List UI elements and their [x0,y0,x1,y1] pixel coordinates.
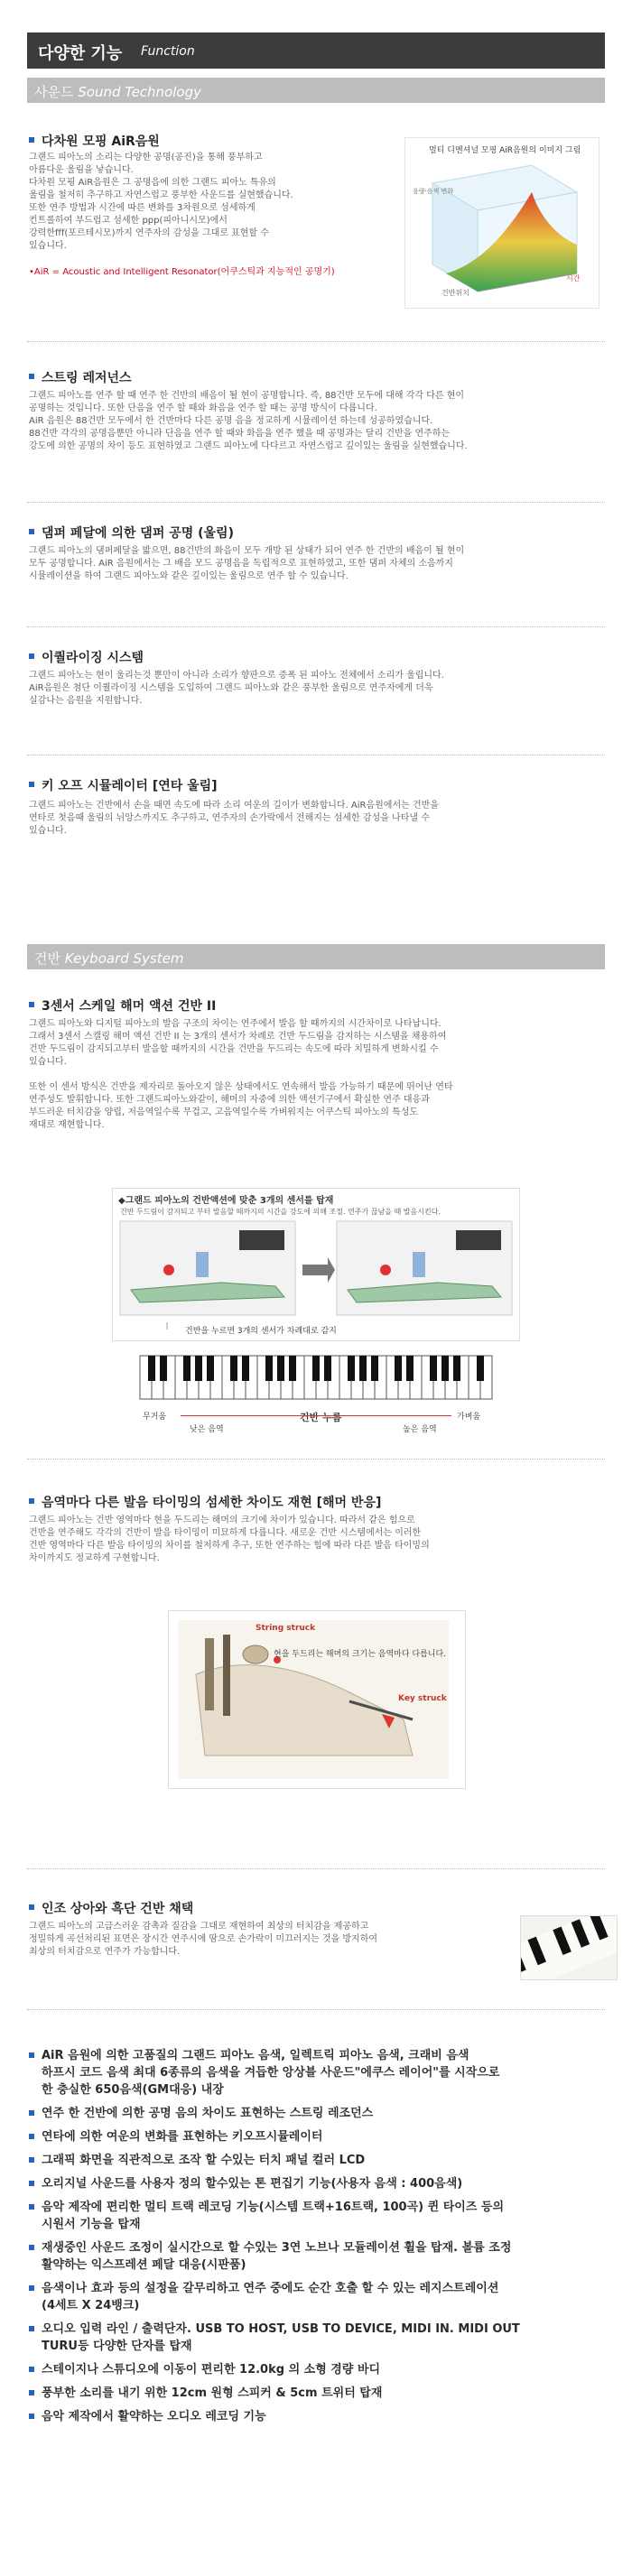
air-chart [404,137,599,309]
bullet-icon [29,1002,34,1007]
keyoff-body: 그랜드 피아노는 건반에서 손을 때면 속도에 따라 소리 여운의 길이가 변화합니다. AiR음원에서는 건반을 연타로 첫음때 울림의 뉘앙스까지도 추구하고, 연주자의 손가락에서 전해지는 섬세한 감성을 나타낼 수 있습니다. [29,801,439,836]
timing-body: 그랜드 피아노는 건반 영역마다 현을 두드리는 해머의 크기에 차이가 있습니다. 따라서 같은 힘으로 건반을 연주해도 각각의 건반이 발음 타이밍이 미묘하게 다릅니다. 새로운 건반 시스템에서는 이러한 건반 영역마다 다른 발음 타이밍의 차이를 철저하게 추구, 또한 연주하는 힘에 따라 다른 발음 타이밍의 차이까지도 정교하게 구현합니다. [29,1515,430,1563]
sound-bar-en: Sound Technology [78,84,201,100]
feature-item: 오리지널 사운드를 사용자 정의 할수있는 톤 편집기 기능(사용자 음색 : 400음색) [29,2175,603,2192]
black-key [441,1356,449,1381]
black-key [148,1356,155,1381]
keyboard-section-bar [27,944,605,969]
bullet-icon [29,1904,34,1910]
sensor-action-graphic [113,1189,519,1340]
keyoff-title: 키 오프 시뮬레이터 [연타 울림] [29,776,218,794]
header-title-en: Function [141,44,195,59]
damper-body: 그랜드 피아노의 댐퍼페달을 밟으면, 88건반의 화음이 모두 개방 된 상태가 되어 연주 한 건반의 배음이 될 현이 모두 공명합니다. AiR 음원에서는 그 배음 모드 공명음을 독립적으로 표현하였고, 또한 댐퍼 자체의 소음까지 시뮬레이션을 하여 그랜드 피아노와 같은 깊이있는 울림으로 연주 할 수 있습니다. [29,546,465,581]
keyboard-graphic [135,1352,497,1406]
black-key [477,1356,484,1381]
black-key [277,1356,284,1381]
damper-title: 댐퍼 페달에 의한 댐퍼 공명 (울림) [29,524,234,542]
black-key [395,1356,402,1381]
string-struck-label: String struck [256,1624,316,1633]
sound-bar-ko: 사운드 [34,84,74,100]
string-title: 스트링 레저넌스 [29,368,132,386]
bullet-icon [29,1498,34,1504]
ivory-keys-graphic [521,1916,617,1979]
keyboard-weight-figure [135,1352,497,1433]
string-body: 그랜드 피아노를 연주 할 때 연주 한 건반의 배음이 될 현이 공명합니다. 즉, 88건반 모두에 대해 각각 다른 현이 공명하는 것입니다. 또한 단음을 연주 할 때와 화음을 연주 할 때는 공명 방식이 다릅니다. AiR 음원은 88건반 모두에서 한 건반마다 다른 공명 음을 정교하게 시뮬레이션 하는데 성공하였습니다. 88건반 각각의 공명음뿐만 아니라 단음을 연주 할 때와 화음을 연주 했을 때 공명과는 달리 건반을 연주하는 강도에 의한 공명의 차이 등도 표현하였고 그랜드 피아노에 다다르고 자연스럽고 깊이있는 울림을 실현했습니다. [29,391,468,451]
air-axis-time: 시간 [566,274,581,283]
bullet-icon [29,782,34,787]
sound-section-bar [27,78,605,103]
air-body: 그랜드 피아노의 소리는 다양한 공명(공진)을 통해 풍부하고 아름다운 울림을 낳습니다. 다차원 모핑 AiR음원은 그 공명음에 의한 그랜드 피아노 특유의 울림을 철저히 추구하고 자연스럽고 풍부한 사운드를 실현했습니다. 또한 연주 방법과 시간에 따른 변화를 3차원으로 섬세하게 컨트롤하여 부드럽고 섬세한 ppp(피아니시모)에서 강력한fff(포르테시모)까지 연주자의 감성을 그대로 표현할 수 있습니다. [29,153,293,251]
kb-high-label: 높은 음역 [403,1425,437,1434]
black-key [242,1356,249,1381]
feature-item: 재생중인 사운드 조정이 실시간으로 할 수있는 3연 노브나 모듈레이션 휠을 탑재. 볼륨 조정 활약하는 익스프레션 페달 대응(시판품) [29,2239,603,2274]
black-key [348,1356,355,1381]
sensor-figure [112,1188,520,1341]
hammer-body: 그랜드 피아노와 디지털 피아노의 발음 구조의 차이는 연주에서 발음 할 때까지의 시간차이로 나타납니다. 그래서 3센서 스캘링 해머 액션 건반 II 는 3개의 센서가 차례로 건반 두드림을 감지하는 시스템을 채용하여 건반 두드림이 감지되고부터 발음할 때까지의 시간을 건반을 두드리는 속도에 따라 치밀하게 변화시킬 수 있습니다. 또한 이 센서 방식은 건반을 제자리로 돌아오지 않은 상태에서도 연속해서 발음 가능하기 때문에 뛰어난 연타 연주성도 발휘합니다. 또한 그랜드피아노와같이, 해머의 자중에 의한 액션기구에서 확실한 연주 대응과 부드러운 터치감을 양립, 저음역일수록 무겁고, 고음역일수록 가벼워지는 어쿠스틱 피아노의 특성도 재대로 재현합니다. [29,1019,453,1130]
black-key [324,1356,331,1381]
air-title: 다차원 모핑 AiR음원 [29,132,160,150]
kb-arrow-line [181,1415,451,1416]
hammer-size-desc: 현을 두드리는 해머의 크기는 음역마다 다릅니다. [274,1650,447,1659]
black-key [312,1356,320,1381]
keyboard-bar-en: Keyboard System [64,950,184,967]
divider [27,626,605,627]
black-key [359,1356,367,1381]
air-note: •AiR = Acoustic and Intelligent Resonator(어쿠스틱과 지능적인 공명기) [29,267,335,277]
feature-item: 스테이지나 스튜디오에 이동이 편리한 12.0kg 의 소형 경량 바디 [29,2361,603,2378]
feature-item: 음악 제작에 편리한 멀티 트랙 레코딩 기능(시스템 트랙+16트랙, 100곡) 퀸 타이즈 등의 시원서 기능을 탑재 [29,2199,603,2233]
feature-item: 오디오 입력 라인 / 출력단자. USB TO HOST, USB TO DEVICE, MIDI IN. MIDI OUT TURU등 다양한 단자를 탑재 [29,2321,603,2355]
kb-low-label: 낮은 음역 [190,1425,224,1434]
black-key [230,1356,237,1381]
divider [27,2009,605,2010]
feature-item: 그래픽 화면을 직관적으로 조작 할 수있는 터치 패널 컬러 LCD [29,2152,603,2169]
bullet-icon [29,529,34,534]
black-key [207,1356,214,1381]
feature-item: 음색이나 효과 등의 설정을 갈무리하고 연주 중에도 순간 호출 할 수 있는 레지스트레이션 (4세트 X 24뱅크) [29,2280,603,2314]
hammer-title: 3센서 스케일 해머 액션 건반 II [29,996,216,1015]
key-struck-label: Key struck [398,1694,447,1703]
bullet-icon [29,137,34,143]
feature-item: AiR 음원에 의한 고품질의 그랜드 피아노 음색, 일렉트릭 피아노 음색, 크래비 음색 하프시 코드 음색 최대 6종류의 음색을 겨듭한 앙상블 사운드"에쿠스 레이어"를 시작으로 한 충실한 650음색(GM대응) 내장 [29,2047,603,2099]
black-key [195,1356,202,1381]
feature-list [29,2047,603,2432]
kb-light-label: 가벼움 [457,1413,481,1422]
timing-title: 음역마다 다른 발음 타이밍의 섬세한 차이도 재현 [해머 반응] [29,1493,381,1511]
feature-item: 풍부한 소리를 내기 위한 12cm 원형 스피커 & 5cm 트위터 탑재 [29,2385,603,2402]
sensor-fig-title: ◆그랜드 피아노의 건반액션에 맞춘 3개의 센서를 탑재 [118,1196,334,1206]
black-key [265,1356,273,1381]
cabinet-body: 그랜드 피아노는 현이 울리는것 뿐만이 아니라 소리가 향판으로 증폭 된 피아노 전체에서 소리가 울립니다. AiR음원은 첨단 이퀄라이징 시스템을 도입하여 그랜드 피아노와 같은 풍부한 울림으로 연주자에게 더욱 실감나는 음원을 지원합니다. [29,671,444,706]
function-header [27,32,605,69]
kb-heavy-label: 무거움 [143,1413,167,1422]
ivory-body: 그랜드 피아노의 고급스러운 감촉과 질감을 그대로 재현하여 최상의 터치감을 제공하고 정밀하게 곡선처리된 표면은 장시간 연주시에 땀으로 손가락이 미끄러지는 것을 방지하여 최상의 터치감으로 연주가 가능합니다. [29,1922,378,1957]
feature-item: 연타에 의한 여운의 변화를 표현하는 키오프시뮬레이터 [29,2128,603,2145]
black-key [430,1356,437,1381]
header-title-ko: 다양한 기능 [38,44,123,63]
divider [27,502,605,503]
ivory-keys-photo [520,1915,618,1980]
black-key [183,1356,191,1381]
sensor-fig-note: 건반을 누르면 3개의 센서가 차례대로 감지 [185,1327,337,1336]
black-key [289,1356,296,1381]
bullet-icon [29,653,34,659]
hammer-timing-figure [168,1610,466,1789]
divider [27,1868,605,1869]
black-key [406,1356,414,1381]
air-chart-caption: 멀티 디멘셔널 모핑 AiR음원의 이미지 그림 [429,146,581,155]
black-key [160,1356,167,1381]
sensor-fig-sub: 건반 두드림이 감지되고 부터 발음할 때까지의 시간을 강도에 의해 조절. 연주가 끊남을 때 발음시킨다. [120,1208,441,1216]
divider [27,341,605,342]
black-key [371,1356,378,1381]
feature-item: 음악 제작에서 활약하는 오디오 레코딩 기능 [29,2408,603,2425]
cabinet-title: 이퀄라이징 시스템 [29,648,144,666]
bullet-icon [29,374,34,379]
air-axis-key: 건반위치 [441,289,469,297]
feature-item: 연주 한 건반에 의한 공명 음의 차이도 표현하는 스트링 레조던스 [29,2105,603,2122]
black-key [453,1356,460,1381]
air-axis-volume: 음량·음색 변화 [413,188,454,195]
ivory-title: 인조 상아와 흑단 건반 채택 [29,1899,193,1917]
keyboard-bar-ko: 건반 [34,950,60,967]
kb-press-label: 건반 누름 [300,1412,342,1423]
